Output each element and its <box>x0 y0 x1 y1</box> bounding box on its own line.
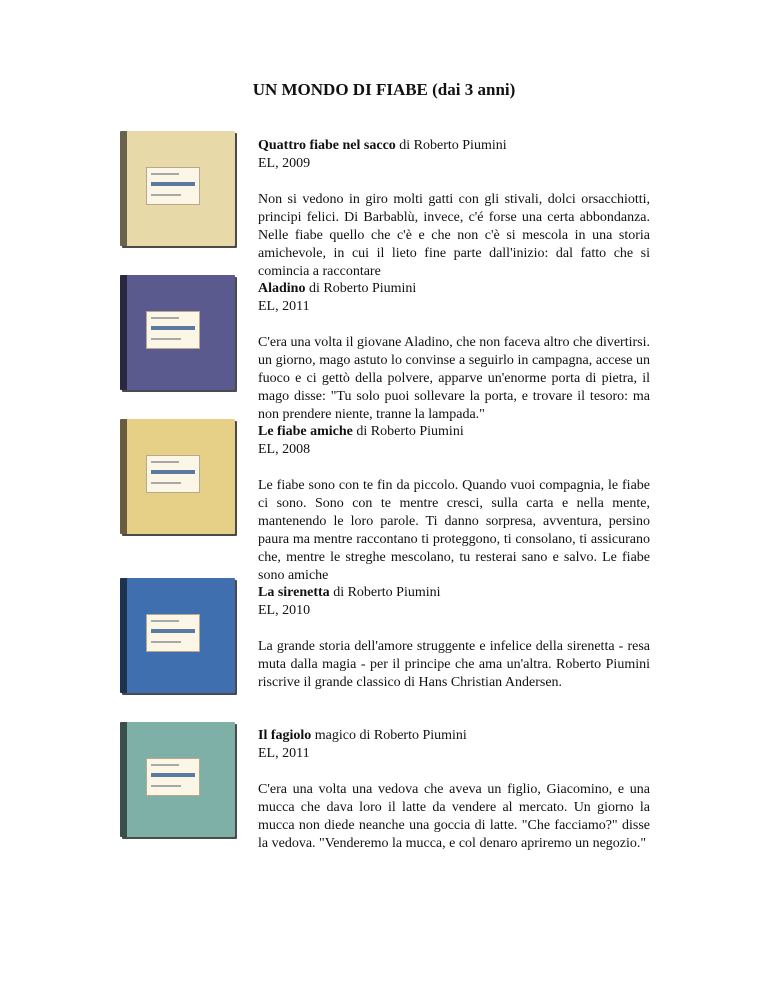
cover-spine <box>120 275 127 390</box>
book-text <box>258 137 650 281</box>
book-description: C'era una volta il giovane Aladino, che non faceva altro che divertirsi. un giorno, mago astuto lo convinse a seguirlo in campagna, accese un fuoco e ci gettò della polvere, apparve un'enorme porta di pietra, il mago disse: "Tu solo puoi sollevare la porta, e trovare il tesoro: ma non prendere niente, tranne la lampada." <box>258 335 650 422</box>
book-publisher: EL, 2010 <box>258 603 311 618</box>
book-title: Quattro fiabe nel sacco <box>258 138 396 153</box>
book-publisher: EL, 2011 <box>258 746 310 761</box>
book-author: di Roberto Piumini <box>395 138 507 153</box>
cover-spine <box>120 578 127 693</box>
book-description: Le fiabe sono con te fin da piccolo. Quando vuoi compagnia, le fiabe ci sono. Sono con te mentre cresci, sulla carta e nella mente, mantenendo le loro parole. Ti danno sorpresa, avventura, persino paura ma mentre raccontano ti proteggono, ti consolano, ti assicurano che, mentre le streghe mescolano, tu resterai sano e salvo. Le fiabe sono amiche <box>258 478 650 583</box>
book-author: magico di Roberto Piumini <box>311 728 467 743</box>
book-author: di Roberto Piumini <box>305 281 417 296</box>
book-description: La grande storia dell'amore struggente e infelice della sirenetta - resa muta dalla magia - per il principe che ama un'altra. Roberto Piumini riscrive il grande classico di Hans Christian Andersen. <box>258 639 650 690</box>
book-author: di Roberto Piumini <box>352 424 464 439</box>
book-title: Il fagiolo <box>258 728 312 743</box>
book-publisher: EL, 2011 <box>258 299 310 314</box>
cover-label <box>146 758 200 796</box>
cover-label <box>146 455 200 493</box>
page-title: UN MONDO DI FIABE (dai 3 anni) <box>252 80 516 99</box>
book-text <box>258 727 650 853</box>
book-text <box>258 423 650 585</box>
book-cover <box>120 722 235 837</box>
book-title: Aladino <box>258 281 306 296</box>
cover-spine <box>120 722 127 837</box>
book-publisher: EL, 2008 <box>258 442 311 457</box>
cover-label <box>146 614 200 652</box>
book-author: di Roberto Piumini <box>329 585 441 600</box>
book-cover <box>120 275 235 390</box>
book-publisher: EL, 2009 <box>258 156 311 171</box>
cover-spine <box>120 131 127 246</box>
cover-label <box>146 311 200 349</box>
book-text <box>258 584 650 692</box>
book-cover <box>120 131 235 246</box>
cover-spine <box>120 419 127 534</box>
book-description: C'era una volta una vedova che aveva un figlio, Giacomino, e una mucca che dava loro il latte da vendere al mercato. Un giorno la mucca non diede neanche una goccia di latte. "Che facciamo?" disse la vedova. "Venderemo la mucca, e col denaro apriremo un negozio." <box>258 782 650 851</box>
book-text <box>258 280 650 424</box>
book-title: Le fiabe amiche <box>258 424 353 439</box>
cover-label <box>146 167 200 205</box>
book-title: La sirenetta <box>258 585 330 600</box>
book-description: Non si vedono in giro molti gatti con gli stivali, dolci orsacchiotti, principi felici. Di Barbablù, invece, c'é forse una certa abbondanza. Nelle fiabe quello che c'è e che non c'è si mescola in una storia amichevole, in cui il lieto fine parte dall'inizio: dal fatto che si comincia a raccontare <box>258 192 650 279</box>
book-cover <box>120 419 235 534</box>
book-cover <box>120 578 235 693</box>
